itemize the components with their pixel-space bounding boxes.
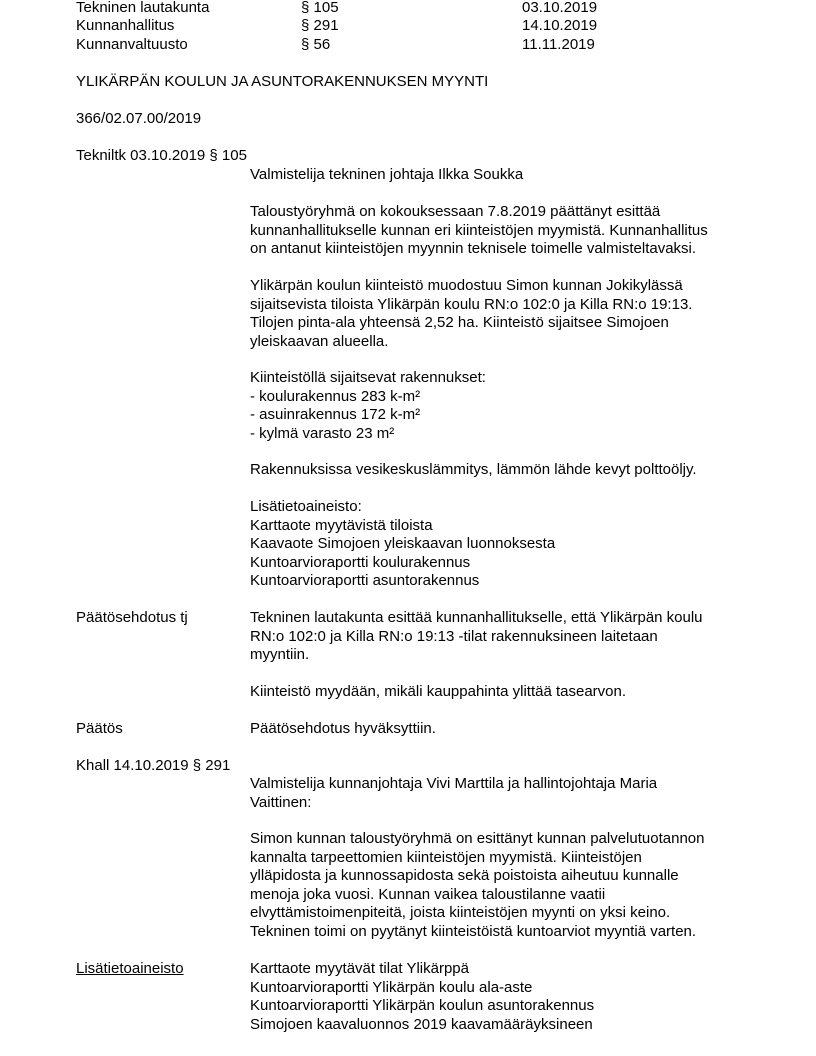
text-line: Valmistelija kunnanjohtaja Vivi Marttila ja hallintojohtaja Maria	[250, 775, 658, 792]
khall-attachments	[250, 960, 594, 1034]
tekn-section-header: Tekniltk 03.10.2019 § 105	[76, 147, 247, 164]
text-line: Kiinteistöllä sijaitsevat rakennukset:	[250, 369, 486, 386]
meeting-section: § 56	[301, 36, 331, 53]
meeting-section: § 105	[301, 0, 339, 16]
text-line: on antanut kiinteistöjen myynnin teknisele toimelle valmisteltavaksi.	[250, 240, 697, 257]
document-title: YLIKÄRPÄN KOULUN JA ASUNTORAKENNUKSEN MYYNTI	[76, 73, 489, 90]
attachment-item: Kaavaote Simojoen yleiskaavan luonnoksesta	[250, 535, 556, 552]
text-line: menoja joka vuosi. Kunnan vaikea taloustilanne vaatii	[250, 885, 606, 903]
tekn-paragraph-1	[250, 203, 708, 259]
text-line: kunnanhallitukselle kunnan eri kiinteistöjen myymistä. Kunnanhallitus	[250, 221, 708, 239]
meeting-body: Kunnanhallitus	[76, 17, 175, 34]
meeting-date: 11.11.2019	[522, 36, 595, 53]
text-line: Tilojen pinta-ala yhteensä 2,52 ha. Kiinteistö sijaitsee Simojoen	[250, 314, 669, 331]
attachment-item: Simojoen kaavaluonnos 2019 kaavamääräyksineen	[250, 1015, 593, 1033]
khall-paragraph	[250, 830, 704, 941]
text-line: Tekninen toimi on pyytänyt kiinteistöistä kuntoarviot myyntiä varten.	[250, 922, 697, 940]
meeting-body: Tekninen lautakunta	[76, 0, 210, 16]
attachment-item: Karttaote myytävät tilat Ylikärppä	[250, 960, 469, 977]
text-line: Taloustyöryhmä on kokouksessaan 7.8.2019 päättänyt esittää	[250, 203, 661, 220]
proposal-label: Päätösehdotus tj	[76, 609, 188, 626]
meeting-section: § 291	[301, 17, 339, 34]
attachment-item: Karttaote myytävistä tiloista	[250, 516, 433, 534]
text-line: kannalta tarpeettomien kiinteistöjen myymistä. Kiinteistöjen	[250, 848, 642, 866]
text-line: Vaittinen:	[250, 793, 312, 811]
text-line: yleiskaavan alueella.	[250, 332, 389, 350]
text-line: Simon kunnan taloustyöryhmä on esittänyt kunnan palvelutuotannon	[250, 830, 705, 847]
khall-attachments-label: Lisätietoaineisto	[76, 960, 184, 977]
text-line: sijaitsevista tiloista Ylikärpän koulu RN:o 102:0 ja Killa RN:o 19:13.	[250, 295, 693, 313]
decision-label: Päätös	[76, 720, 123, 737]
text-line: myyntiin.	[250, 646, 310, 663]
meeting-date: 03.10.2019	[522, 0, 598, 16]
text-line: elvyttämistoimenpiteitä, joista kiinteistöjen myynti on yksi keino.	[250, 904, 671, 921]
decision-text: Päätösehdotus hyväksyttiin.	[250, 720, 436, 737]
text-line: Ylikärpän koulun kiinteistö muodostuu Simon kunnan Jokikylässä	[250, 277, 683, 294]
attachment-item: Kuntoarvioraportti Ylikärpän koulun asuntorakennus	[250, 997, 595, 1014]
tekn-attachments	[250, 498, 555, 591]
khall-preparer	[250, 775, 657, 812]
heating-info: Rakennuksissa vesikeskuslämmitys, lämmön lähde kevyt polttoöljy.	[250, 461, 697, 478]
text-line: RN:o 102:0 ja Killa RN:o 19:13 -tilat rakennuksineen laitetaan	[250, 627, 658, 645]
meeting-date: 14.10.2019	[522, 17, 598, 34]
tekn-paragraph-2	[250, 277, 692, 351]
tekn-preparer: Valmistelija tekninen johtaja Ilkka Soukka	[250, 166, 524, 183]
proposal-text	[250, 609, 703, 665]
attachment-item: Kuntoarvioraportti koulurakennus	[250, 553, 471, 571]
text-line: ylläpidosta ja kunnossapidosta sekä poistoista aiheutuu kunnalle	[250, 867, 679, 884]
buildings-list	[250, 369, 486, 443]
attachments-heading: Lisätietoaineisto:	[250, 498, 362, 515]
text-line: - kylmä varasto 23 m²	[250, 424, 395, 442]
meeting-body: Kunnanvaltuusto	[76, 36, 188, 53]
khall-section-header: Khall 14.10.2019 § 291	[76, 757, 231, 774]
proposal-text-2: Kiinteistö myydään, mikäli kauppahinta ylittää tasearvon.	[250, 683, 627, 700]
text-line: - koulurakennus 283 k-m²	[250, 387, 421, 405]
text-line: Tekninen lautakunta esittää kunnanhallitukselle, että Ylikärpän koulu	[250, 609, 703, 626]
record-number: 366/02.07.00/2019	[76, 110, 202, 127]
attachment-item: Kuntoarvioraportti asuntorakennus	[250, 572, 480, 589]
text-line: - asuinrakennus 172 k-m²	[250, 406, 421, 423]
attachment-item: Kuntoarvioraportti Ylikärpän koulu ala-aste	[250, 978, 533, 996]
